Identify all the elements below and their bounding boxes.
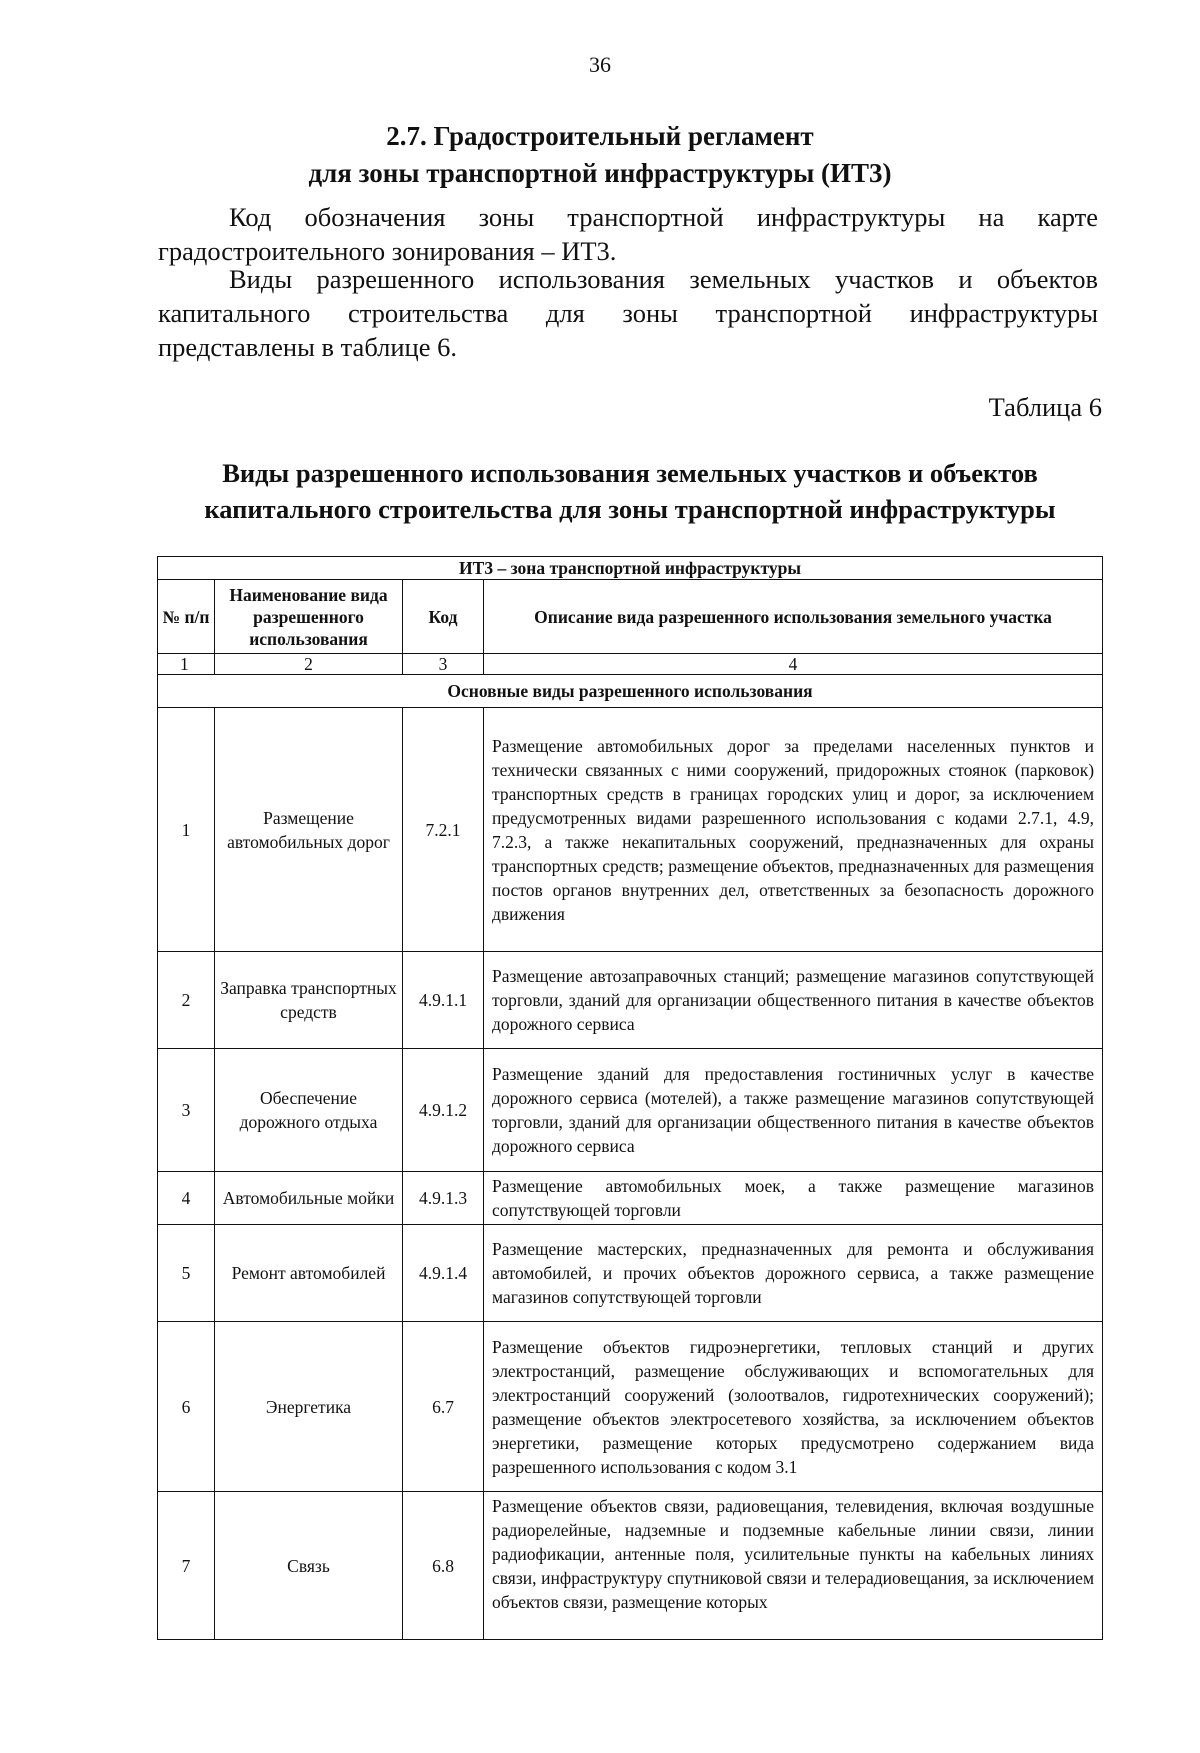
row-description: Размещение автомобильных моек, а также размещение магазинов сопутствующей торговли <box>484 1172 1103 1225</box>
table-row <box>158 1049 1103 1172</box>
section-label: Основные виды разрешенного использования <box>158 675 1103 708</box>
column-number: 1 <box>158 654 215 675</box>
row-name: Связь <box>215 1492 403 1640</box>
row-name: Размещение автомобильных дорог <box>215 708 403 952</box>
column-number: 3 <box>403 654 484 675</box>
row-name: Автомобильные мойки <box>215 1172 403 1225</box>
paragraph-zone-code: Код обозначения зоны транспортной инфраструктуры на карте градостроительного зонирования – ИТ3. <box>158 202 1098 266</box>
row-code: 4.9.1.2 <box>403 1049 484 1172</box>
section-row <box>158 675 1103 708</box>
table-row <box>158 1225 1103 1322</box>
row-number: 1 <box>158 708 215 952</box>
row-description: Размещение зданий для предоставления гостиничных услуг в качестве дорожного сервиса (мотелей), а также размещение магазинов сопутствующей торговли, зданий для организации общественного питания в качестве объектов дорожного сервиса <box>484 1049 1103 1172</box>
row-number: 6 <box>158 1322 215 1492</box>
row-description: Размещение объектов связи, радиовещания, телевидения, включая воздушные радиорелейные, надземные и подземные кабельные линии связи, линии радиофикации, антенные поля, усилительные пункты на кабельных линиях связи, инфраструктуру спутниковой связи и телерадиовещания, за исключением объектов связи, размещение которых <box>484 1492 1103 1640</box>
row-description: Размещение объектов гидроэнергетики, тепловых станций и других электростанций, размещение обслуживающих и вспомогательных для электростанций сооружений (золоотвалов, гидротехнических сооружений); размещение объектов электросетевого хозяйства, за исключением объектов энергетики, размещение которых предусмотрено содержанием вида разрешенного использования с кодом 3.1 <box>484 1322 1103 1492</box>
header-num: № п/п <box>158 580 215 654</box>
section-title-line2: для зоны транспортной инфраструктуры (ИТ3) <box>308 158 892 188</box>
table-row <box>158 1172 1103 1225</box>
table-title-line1: Виды разрешенного использования земельных участков и объектов <box>222 458 1038 488</box>
row-name: Обеспечение дорожного отдыха <box>215 1049 403 1172</box>
section-title-line1: 2.7. Градостроительный регламент <box>386 121 814 151</box>
table-row <box>158 708 1103 952</box>
table-row <box>158 1322 1103 1492</box>
row-description: Размещение мастерских, предназначенных для ремонта и обслуживания автомобилей, и прочих объектов дорожного сервиса, а также размещение магазинов сопутствующей торговли <box>484 1225 1103 1322</box>
section-heading <box>0 118 1200 192</box>
column-number: 4 <box>484 654 1103 675</box>
column-number-row <box>158 654 1103 675</box>
row-name: Энергетика <box>215 1322 403 1492</box>
row-number: 7 <box>158 1492 215 1640</box>
table-row <box>158 952 1103 1049</box>
header-code: Код <box>403 580 484 654</box>
row-code: 4.9.1.1 <box>403 952 484 1049</box>
row-number: 4 <box>158 1172 215 1225</box>
row-name: Ремонт автомобилей <box>215 1225 403 1322</box>
land-use-table <box>157 556 1103 1640</box>
row-number: 2 <box>158 952 215 1049</box>
header-name: Наименование вида разрешенного использования <box>215 580 403 654</box>
zone-title: ИТ3 – зона транспортной инфраструктуры <box>158 557 1103 580</box>
table-title <box>150 455 1110 527</box>
row-code: 4.9.1.3 <box>403 1172 484 1225</box>
column-number: 2 <box>215 654 403 675</box>
table-caption: Таблица 6 <box>988 392 1102 422</box>
table-row <box>158 1492 1103 1640</box>
table-title-line2: капитального строительства для зоны транспортной инфраструктуры <box>204 494 1056 524</box>
row-code: 6.7 <box>403 1322 484 1492</box>
row-number: 5 <box>158 1225 215 1322</box>
row-description: Размещение автомобильных дорог за пределами населенных пунктов и технически связанных с ними сооружений, придорожных стоянок (парковок) транспортных средств в границах городских улиц и дорог, за исключением предусмотренных видами разрешенного использования с кодами 2.7.1, 4.9, 7.2.3, а также некапитальных сооружений, предназначенных для охраны транспортных средств; размещение объектов, предназначенных для размещения постов органов внутренних дел, ответственных за безопасность дорожного движения <box>484 708 1103 952</box>
row-code: 4.9.1.4 <box>403 1225 484 1322</box>
row-description: Размещение автозаправочных станций; размещение магазинов сопутствующей торговли, зданий для организации общественного питания в качестве объектов дорожного сервиса <box>484 952 1103 1049</box>
page-number: 36 <box>589 52 611 77</box>
row-number: 3 <box>158 1049 215 1172</box>
zone-title-row <box>158 557 1103 580</box>
row-name: Заправка транспортных средств <box>215 952 403 1049</box>
header-row <box>158 580 1103 654</box>
row-code: 7.2.1 <box>403 708 484 952</box>
paragraph-table-reference: Виды разрешенного использования земельных участков и объектов капитального строительства для зоны транспортной инфраструктуры представлены в таблице 6. <box>158 264 1098 362</box>
header-description: Описание вида разрешенного использования земельного участка <box>484 580 1103 654</box>
row-code: 6.8 <box>403 1492 484 1640</box>
